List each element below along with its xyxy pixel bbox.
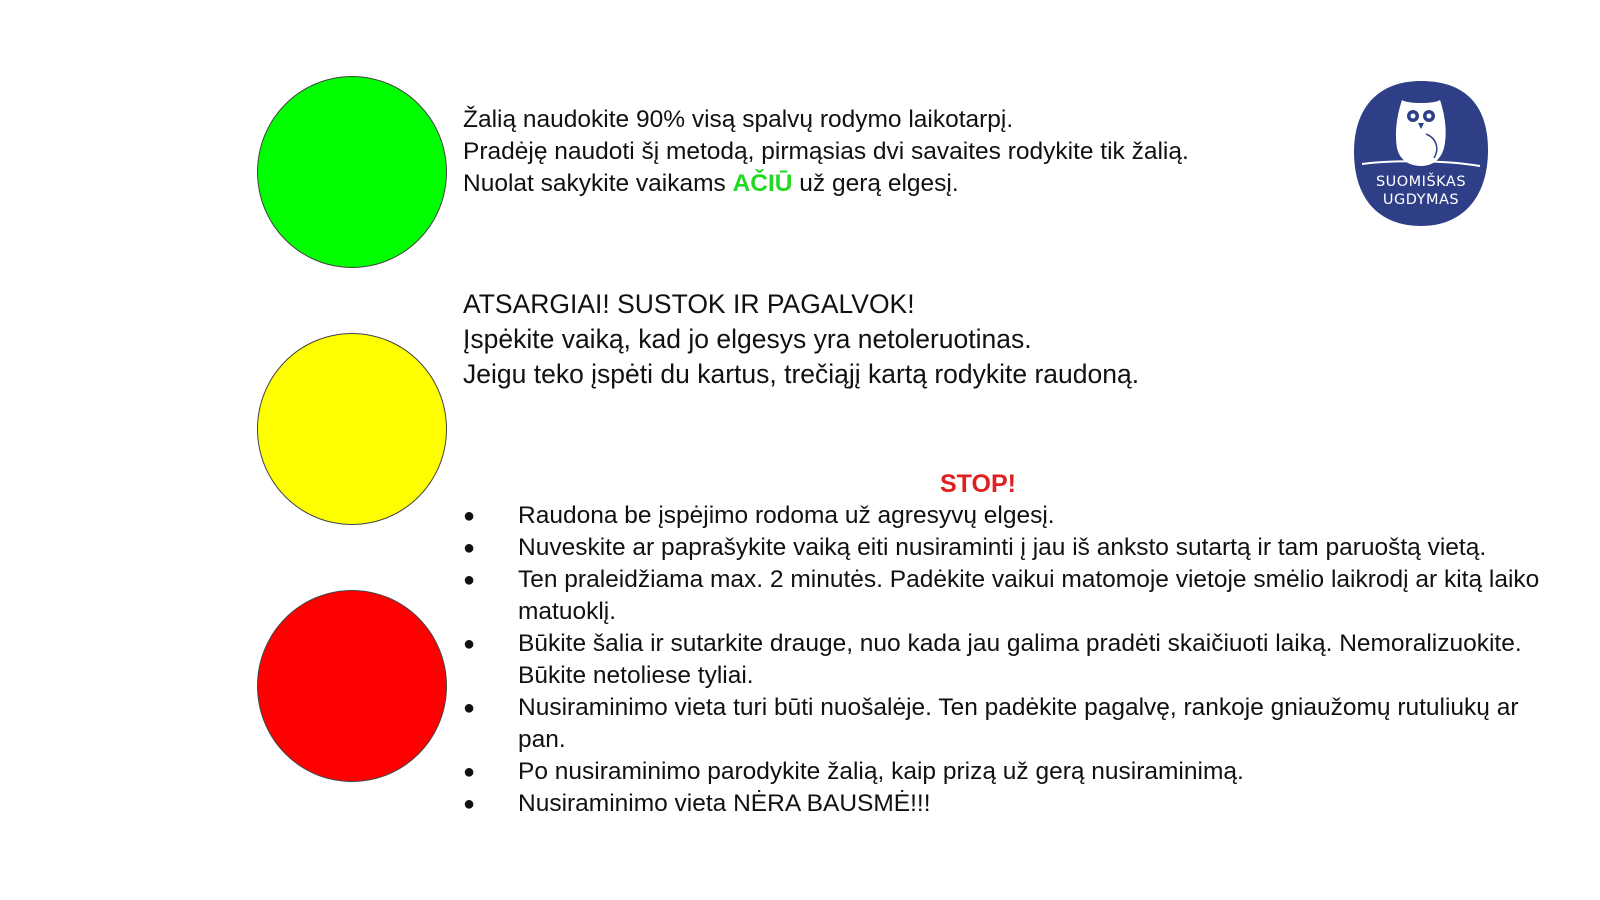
list-item-text: Po nusiraminimo parodykite žalią, kaip prizą už gerą nusiraminimą. [518, 758, 1244, 785]
logo-text-line-1: SUOMIŠKAS [1375, 174, 1467, 190]
green-line-1: Žalią naudokite 90% visą spalvų rodymo laikotarpį. [463, 106, 1014, 133]
suomiskas-ugdymas-logo [1354, 78, 1488, 228]
bullet-icon: ● [463, 697, 476, 719]
list-item [463, 532, 1543, 564]
thanks-highlight: AČIŪ [732, 170, 793, 197]
green-section-text [463, 104, 1189, 200]
list-item-text: Ten praleidžiama max. 2 minutės. Padėkite vaikui matomoje vietoje smėlio laikrodį ar kitą laiko matuoklį. [518, 566, 1540, 625]
list-item [463, 692, 1543, 756]
list-item [463, 756, 1543, 788]
list-item-text: Nusiraminimo vieta turi būti nuošalėje. Ten padėkite pagalvę, rankoje gniaužomų rutuliukų ar pan. [518, 694, 1519, 753]
stop-rules-list [463, 500, 1543, 820]
bullet-icon: ● [463, 569, 476, 591]
list-item [463, 628, 1543, 692]
logo-text-line-2: UGDYMAS [1382, 192, 1460, 208]
green-line-2: Pradėję naudoti šį metodą, pirmąsias dvi savaites rodykite tik žalią. [463, 138, 1189, 165]
bullet-icon: ● [463, 793, 476, 815]
list-item-text: Raudona be įspėjimo rodoma už agresyvų elgesį. [518, 502, 1055, 529]
list-item [463, 500, 1543, 532]
green-line-3-end: už gerą elgesį. [792, 170, 959, 197]
green-line-3 [463, 168, 1189, 200]
yellow-line-2: Įspėkite vaiką, kad jo elgesys yra netoleruotinas. [463, 324, 1032, 354]
bullet-icon: ● [463, 537, 476, 559]
green-line-3-start: Nuolat sakykite vaikams [463, 170, 733, 197]
list-item-text: Nusiraminimo vieta NĖRA BAUSMĖ!!! [518, 790, 931, 817]
list-item-text: Būkite šalia ir sutarkite drauge, nuo kada jau galima pradėti skaičiuoti laiką. Nemoralizuokite. Būkite netoliese tyliai. [518, 630, 1522, 689]
yellow-section-text [463, 287, 1139, 392]
red-light-circle [257, 590, 447, 782]
yellow-line-3: Jeigu teko įspėti du kartus, trečiąjį kartą rodykite raudoną. [463, 359, 1140, 389]
bullet-icon: ● [463, 761, 476, 783]
yellow-light-circle [257, 333, 447, 525]
green-light-circle [257, 76, 447, 268]
list-item [463, 788, 1543, 820]
stop-heading: STOP! [940, 470, 1016, 498]
list-item [463, 564, 1543, 628]
bullet-icon: ● [463, 633, 476, 655]
yellow-line-1: ATSARGIAI! SUSTOK IR PAGALVOK! [463, 289, 915, 319]
list-item-text: Nuveskite ar paprašykite vaiką eiti nusiraminti į jau iš anksto sutartą ir tam paruoštą vietą. [518, 534, 1487, 561]
bullet-icon: ● [463, 505, 476, 527]
